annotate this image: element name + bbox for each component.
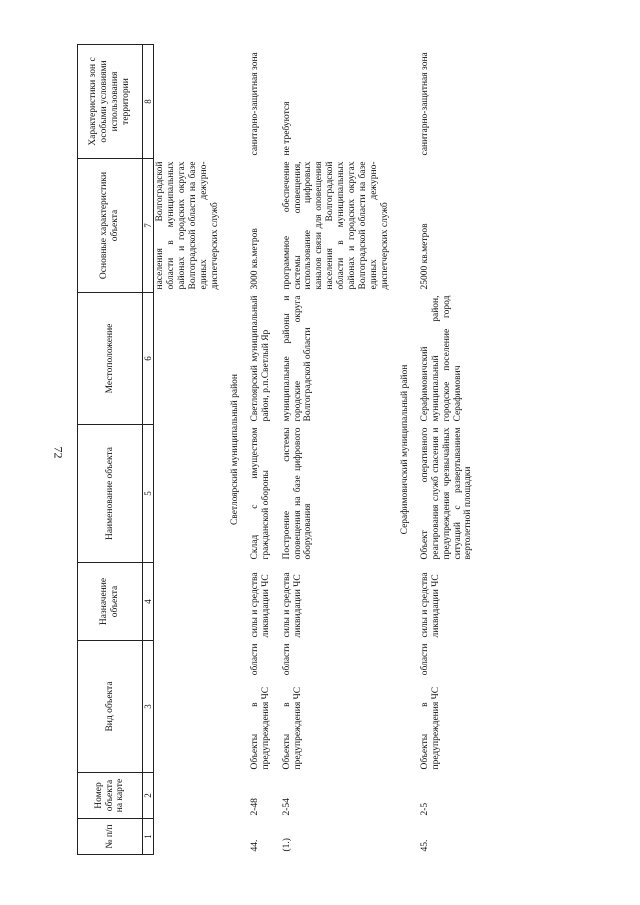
- section-row: [222, 45, 249, 855]
- table-header-row: [78, 45, 143, 855]
- header-cell: Наименование объекта: [78, 425, 143, 563]
- cell-purpose: силы и средства ликвидации ЧС: [281, 572, 303, 638]
- header-cell: Номер объекта на карте: [78, 773, 143, 819]
- column-number: 7: [143, 159, 154, 293]
- cell-map-number: 2-48: [249, 798, 260, 816]
- cell-characteristics: 25000 кв.метров: [419, 223, 430, 290]
- cell-object-type: Объекты в области предупреждения ЧС: [249, 643, 271, 770]
- header-cell: Назначение объекта: [78, 563, 143, 641]
- column-number: 4: [143, 563, 154, 641]
- cell-object-type: Объекты в области предупреждения ЧС: [281, 643, 303, 770]
- table-row: [249, 45, 273, 855]
- cell-characteristics: 3000 кв.метров: [249, 228, 260, 290]
- header-cell: Местоположение: [78, 293, 143, 425]
- cell-number: 44.: [249, 839, 260, 852]
- page-number: 72: [51, 446, 66, 459]
- section-title-serafimovich: Серафимовичский муниципальный район: [399, 364, 410, 535]
- column-number: 2: [143, 773, 154, 819]
- header-cell: Вид объекта: [78, 641, 143, 773]
- section-row: [392, 45, 419, 855]
- cell-object-name: Построение системы оповещения на базе цифрового оборудования: [281, 427, 314, 560]
- header-cell: Характеристики зон с особыми условиями использования территории: [78, 45, 143, 159]
- objects-table: [77, 44, 475, 855]
- header-cell: Основные характеристики объекта: [78, 159, 143, 293]
- section-title-svetloyar: Светлоярский муниципальный район: [229, 373, 240, 526]
- cell-purpose: силы и средства ликвидации ЧС: [249, 572, 271, 638]
- cell-characteristics: программное обеспечение системы оповещения, использование цифровых каналов связи для оповещения населения Волгоградской области в муниципальных районах и городских округах Волгоградской области на базе единых дежурно-диспетчерских служб: [281, 161, 390, 290]
- cell-location: Светлоярский муниципальный район, р.п.Светлый Яр: [249, 295, 271, 422]
- cell-zone: санитарно-защитная зона: [419, 52, 430, 156]
- continuation-row: [154, 45, 222, 855]
- continuation-characteristics: населения Волгоградской области в муниципальных районах и городских округах Волгоградской области на базе единых дежурно-диспетчерских служб: [155, 161, 220, 290]
- cell-zone: санитарно-защитная зона: [249, 52, 260, 156]
- cell-map-number: 2-54: [281, 798, 292, 816]
- cell-object-type: Объекты в области предупреждения ЧС: [419, 643, 441, 770]
- column-number: 5: [143, 425, 154, 563]
- column-number: 8: [143, 45, 154, 159]
- cell-zone: не требуются: [281, 101, 292, 156]
- table-row: [419, 45, 476, 855]
- document-table-rotated: [77, 45, 597, 855]
- header-cell: № п/п: [78, 819, 143, 855]
- column-number-row: [143, 45, 154, 855]
- cell-location: муниципальные районы и городские округа Волгоградской области: [281, 295, 314, 422]
- cell-object-name: Объект оперативного реагирования служб спасения и предупреждения чрезвычайных ситуаций с развертыванием вертолетной площадки: [419, 427, 474, 560]
- cell-object-name: Склад с имуществом гражданской обороны: [249, 427, 271, 560]
- column-number: 6: [143, 293, 154, 425]
- cell-location: Серафимовичский муниципальный район, городское поселение город Серафимович: [419, 295, 463, 422]
- cell-map-number: 2-5: [419, 802, 430, 816]
- table-row: [281, 45, 392, 855]
- cell-number: 45.: [419, 839, 430, 852]
- column-number: 1: [143, 819, 154, 855]
- column-number: 3: [143, 641, 154, 773]
- cell-purpose: силы и средства ликвидации ЧС: [419, 572, 441, 638]
- cell-number: (1.): [281, 838, 292, 852]
